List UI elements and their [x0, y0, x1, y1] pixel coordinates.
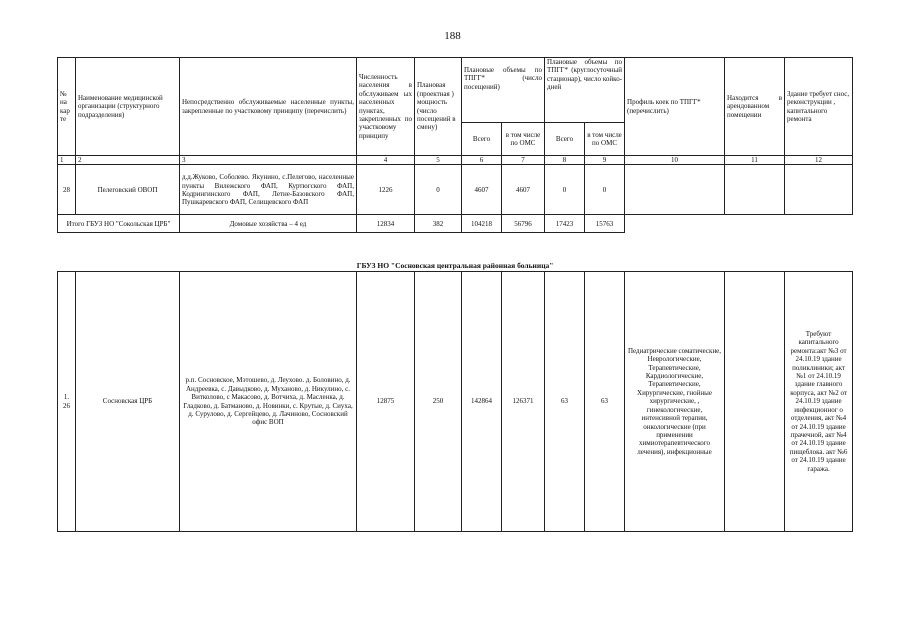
total-population: 12834	[357, 215, 415, 233]
main-table	[57, 57, 853, 233]
colnum-4: 4	[357, 156, 415, 165]
total-beds-oms: 15763	[585, 215, 625, 233]
header-beds-oms: в том числе по ОМС	[585, 123, 625, 156]
total-row	[58, 215, 853, 233]
colnum-9: 9	[585, 156, 625, 165]
header-rented: Находится в арендованном помещении	[725, 58, 785, 156]
row1-visits-oms: 4607	[502, 165, 545, 215]
row2-visits-oms: 126371	[502, 272, 545, 532]
colnum-6: 6	[462, 156, 502, 165]
row1-population: 1226	[357, 165, 415, 215]
colnum-1: 1	[58, 156, 76, 165]
row1-beds-total: 0	[545, 165, 585, 215]
colnum-3: 3	[180, 156, 357, 165]
row1-capacity: 0	[415, 165, 462, 215]
header-org: Наименование медицинской организации (структурного подразделения)	[76, 58, 180, 156]
total-capacity: 382	[415, 215, 462, 233]
total-empty-3	[785, 215, 853, 233]
colnum-2: 2	[76, 156, 180, 165]
row1-org: Пелеговский ОВОП	[76, 165, 180, 215]
colnum-10: 10	[625, 156, 725, 165]
row2-repair: Требуют капитального ремонта:акт №3 от 24.10.19 здание поликлиники; акт №1 от 24.10.19 здание главного корпуса, акт №2 от 24.10.19 здание инфекционног о отделения, акт №4 от 24.10.19 здание прачечной, акт №4 от 24.10.19 здание пищеблока. акт №6 от 24.10.19 здание гаража.	[785, 272, 853, 532]
row1-repair	[785, 165, 853, 215]
row2-profile: Педиатрические соматические, Неврологические, Терапевтические, Кардиологические, Терапевтические, Хирургические, гнойные хирургические, , гинекологические, интенсивной терапии, онкологические (при применении химиотерапевтического лечения), инфекционные	[625, 272, 725, 532]
header-num: № на кар те	[58, 58, 76, 156]
colnum-7: 7	[502, 156, 545, 165]
row1-visits-total: 4607	[462, 165, 502, 215]
row1-settlements: д.д.Жуково, Соболево. Якунино, с.Пелегово, населенные пункты Вилежского ФАП, Куртюгского ФАП, Кодрингинского ФАП, Летне-Базовского ФАП, Пушкаревского ФАП, Селищевского ФАП	[180, 165, 357, 215]
page-number: 188	[444, 30, 461, 42]
header-population: Численность населения в обслуживаем ых населенных пунктах, закрепленных по участковому принципу	[357, 58, 415, 156]
total-visits-oms: 56796	[502, 215, 545, 233]
section2-table	[57, 262, 853, 532]
colnum-12: 12	[785, 156, 853, 165]
row2-beds-oms: 63	[585, 272, 625, 532]
colnum-11: 11	[725, 156, 785, 165]
row2-beds-total: 63	[545, 272, 585, 532]
section2-title: ГБУЗ НО "Сосновская центральная районная больница"	[58, 262, 853, 272]
total-beds-total: 17423	[545, 215, 585, 233]
table-row	[58, 272, 853, 532]
total-households: Домовые хозяйства – 4 ед	[180, 215, 357, 233]
table-row	[58, 165, 853, 215]
row2-visits-total: 142864	[462, 272, 502, 532]
header-planned-beds: Плановые объемы по ТПГГ* (круглосуточный стационар), число койко-дней	[545, 58, 625, 123]
colnum-5: 5	[415, 156, 462, 165]
row1-num: 28	[58, 165, 76, 215]
header-repair: Здание требует снос, реконструкции , капитального ремонта	[785, 58, 853, 156]
row2-rented	[725, 272, 785, 532]
header-profile: Профиль коек по ТПГГ* (перечислить)	[625, 58, 725, 156]
header-capacity: Плановая (проектная ) мощность (число посещений в смену)	[415, 58, 462, 156]
total-visits-total: 104218	[462, 215, 502, 233]
row2-org: Сосновская ЦРБ	[76, 272, 180, 532]
header-visits-oms: в том числе по ОМС	[502, 123, 545, 156]
row1-rented	[725, 165, 785, 215]
row2-population: 12875	[357, 272, 415, 532]
total-label: Итого ГБУЗ НО "Сокольская ЦРБ"	[58, 215, 180, 233]
colnum-8: 8	[545, 156, 585, 165]
total-empty-2	[725, 215, 785, 233]
header-planned-visits: Плановые объемы по ТПГГ* (число посещений)	[462, 58, 545, 123]
row1-profile	[625, 165, 725, 215]
header-visits-total: Всего	[462, 123, 502, 156]
row1-beds-oms: 0	[585, 165, 625, 215]
total-empty-1	[625, 215, 725, 233]
header-settlements: Непосредственно обслуживаемые населенные пункты, закрепленные по участковому принципу (перечислить)	[180, 58, 357, 156]
row2-capacity: 250	[415, 272, 462, 532]
row2-num: 1. 26	[58, 272, 76, 532]
header-beds-total: Всего	[545, 123, 585, 156]
row2-settlements: р.п. Сосновское, Мэтошево, д. Леухово. д. Боловино, д. Андреевка, с. Давыдково, д. Муханово, д. Никулино, с. Витколово, с Макасово, д. Вотчиха, д. Масленка, д. Гладково, д. Батманово, д. Новинки, с. Крутые, д. Сиуха, д. Сурулово, д. Сергейцево, д. Лачиново, Сосновский офис ВОП	[180, 272, 357, 532]
